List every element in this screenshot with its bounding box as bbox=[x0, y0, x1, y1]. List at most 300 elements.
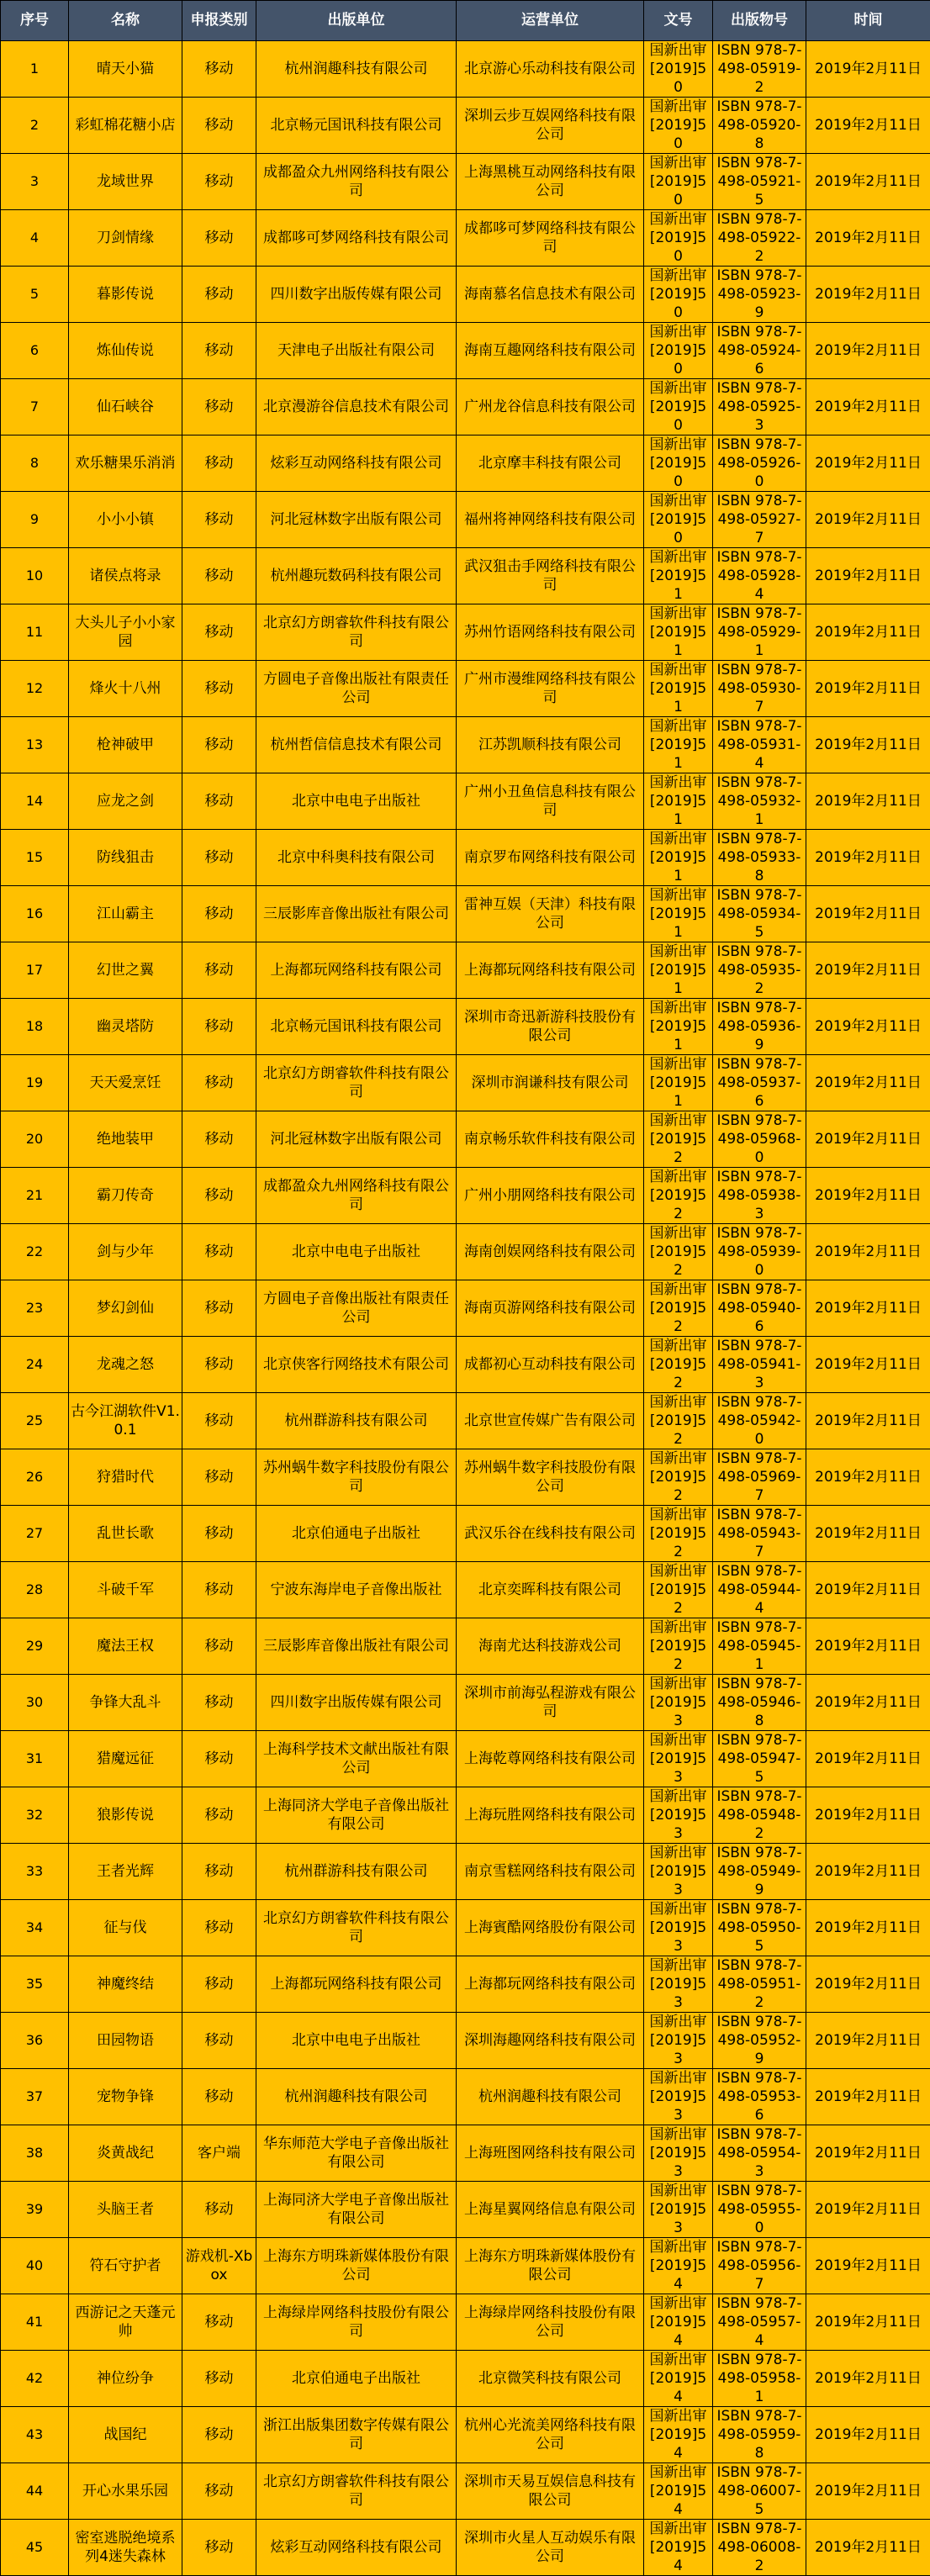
cell-publisher: 上海科学技术文献出版社有限公司 bbox=[256, 1731, 457, 1787]
cell-index: 1 bbox=[1, 41, 69, 98]
cell-name: 欢乐糖果乐消消 bbox=[69, 435, 182, 492]
table-row bbox=[1, 1844, 930, 1900]
cell-approval-no: 国新出审 [2019]54 bbox=[644, 2463, 713, 2520]
cell-name: 绝地装甲 bbox=[69, 1111, 182, 1168]
cell-approval-no: 国新出审 [2019]52 bbox=[644, 1618, 713, 1675]
cell-category: 移动 bbox=[182, 661, 256, 717]
cell-operator: 武汉狙击手网络科技有限公司 bbox=[457, 548, 644, 604]
cell-date: 2019年2月11日 bbox=[806, 1900, 930, 1956]
cell-operator: 福州将神网络科技有限公司 bbox=[457, 492, 644, 548]
cell-publisher: 成都哆可梦网络科技有限公司 bbox=[256, 210, 457, 267]
cell-publisher: 杭州群游科技有限公司 bbox=[256, 1844, 457, 1900]
column-header-isbn: 出版物号 bbox=[713, 1, 806, 41]
cell-operator: 海南尤达科技游戏公司 bbox=[457, 1618, 644, 1675]
cell-category: 移动 bbox=[182, 2182, 256, 2238]
cell-isbn: ISBN 978-7- 498-05928-4 bbox=[713, 548, 806, 604]
cell-operator: 北京微笑科技有限公司 bbox=[457, 2351, 644, 2407]
cell-category: 移动 bbox=[182, 98, 256, 154]
cell-index: 5 bbox=[1, 267, 69, 323]
cell-index: 18 bbox=[1, 999, 69, 1055]
cell-index: 25 bbox=[1, 1393, 69, 1449]
cell-index: 15 bbox=[1, 830, 69, 886]
column-header-index: 序号 bbox=[1, 1, 69, 41]
cell-operator: 广州小丑鱼信息科技有限公司 bbox=[457, 773, 644, 830]
cell-publisher: 方圆电子音像出版社有限责任公司 bbox=[256, 1280, 457, 1337]
cell-date: 2019年2月11日 bbox=[806, 1280, 930, 1337]
cell-publisher: 杭州群游科技有限公司 bbox=[256, 1393, 457, 1449]
cell-isbn: ISBN 978-7- 498-05968-0 bbox=[713, 1111, 806, 1168]
cell-date: 2019年2月11日 bbox=[806, 435, 930, 492]
cell-approval-no: 国新出审 [2019]54 bbox=[644, 2407, 713, 2463]
cell-operator: 苏州竹语网络科技有限公司 bbox=[457, 604, 644, 661]
cell-publisher: 北京幻方朗睿软件科技有限公司 bbox=[256, 1900, 457, 1956]
cell-name: 枪神破甲 bbox=[69, 717, 182, 773]
cell-name: 天天爱烹饪 bbox=[69, 1055, 182, 1111]
cell-name: 猎魔远征 bbox=[69, 1731, 182, 1787]
cell-date: 2019年2月11日 bbox=[806, 1844, 930, 1900]
cell-name: 幻世之翼 bbox=[69, 942, 182, 999]
cell-date: 2019年2月11日 bbox=[806, 154, 930, 210]
cell-index: 13 bbox=[1, 717, 69, 773]
cell-operator: 苏州蜗牛数字科技股份有限公司 bbox=[457, 1449, 644, 1506]
cell-date: 2019年2月11日 bbox=[806, 661, 930, 717]
cell-date: 2019年2月11日 bbox=[806, 1675, 930, 1731]
cell-category: 移动 bbox=[182, 2407, 256, 2463]
cell-date: 2019年2月11日 bbox=[806, 2013, 930, 2069]
cell-isbn: ISBN 978-7- 498-05937-6 bbox=[713, 1055, 806, 1111]
cell-operator: 杭州心光流美网络科技有限公司 bbox=[457, 2407, 644, 2463]
cell-isbn: ISBN 978-7- 498-05922-2 bbox=[713, 210, 806, 267]
cell-category: 移动 bbox=[182, 830, 256, 886]
cell-category: 移动 bbox=[182, 773, 256, 830]
cell-date: 2019年2月11日 bbox=[806, 999, 930, 1055]
cell-publisher: 苏州蜗牛数字科技股份有限公司 bbox=[256, 1449, 457, 1506]
cell-publisher: 上海都玩网络科技有限公司 bbox=[256, 942, 457, 999]
cell-category: 移动 bbox=[182, 1787, 256, 1844]
cell-approval-no: 国新出审 [2019]51 bbox=[644, 548, 713, 604]
table-row bbox=[1, 1224, 930, 1280]
cell-operator: 南京畅乐软件科技有限公司 bbox=[457, 1111, 644, 1168]
cell-approval-no: 国新出审 [2019]53 bbox=[644, 1900, 713, 1956]
cell-isbn: ISBN 978-7- 498-05931-4 bbox=[713, 717, 806, 773]
cell-approval-no: 国新出审 [2019]52 bbox=[644, 1393, 713, 1449]
cell-category: 移动 bbox=[182, 1280, 256, 1337]
table-row bbox=[1, 942, 930, 999]
cell-index: 26 bbox=[1, 1449, 69, 1506]
cell-approval-no: 国新出审 [2019]52 bbox=[644, 1168, 713, 1224]
cell-date: 2019年2月11日 bbox=[806, 1562, 930, 1618]
cell-date: 2019年2月11日 bbox=[806, 1787, 930, 1844]
cell-operator: 上海星翼网络信息有限公司 bbox=[457, 2182, 644, 2238]
cell-isbn: ISBN 978-7- 498-05951-2 bbox=[713, 1956, 806, 2013]
cell-publisher: 北京中电电子出版社 bbox=[256, 773, 457, 830]
cell-operator: 南京雪糕网络科技有限公司 bbox=[457, 1844, 644, 1900]
cell-publisher: 杭州哲信信息技术有限公司 bbox=[256, 717, 457, 773]
table-row bbox=[1, 1787, 930, 1844]
cell-date: 2019年2月11日 bbox=[806, 1506, 930, 1562]
cell-publisher: 北京幻方朗睿软件科技有限公司 bbox=[256, 1055, 457, 1111]
cell-approval-no: 国新出审 [2019]52 bbox=[644, 1449, 713, 1506]
cell-approval-no: 国新出审 [2019]53 bbox=[644, 1731, 713, 1787]
cell-name: 暮影传说 bbox=[69, 267, 182, 323]
cell-isbn: ISBN 978-7- 498-05934-5 bbox=[713, 886, 806, 942]
cell-index: 8 bbox=[1, 435, 69, 492]
cell-approval-no: 国新出审 [2019]54 bbox=[644, 2520, 713, 2576]
cell-index: 16 bbox=[1, 886, 69, 942]
cell-index: 45 bbox=[1, 2520, 69, 2576]
cell-index: 44 bbox=[1, 2463, 69, 2520]
cell-isbn: ISBN 978-7- 498-05942-0 bbox=[713, 1393, 806, 1449]
cell-date: 2019年2月11日 bbox=[806, 1393, 930, 1449]
table-row bbox=[1, 435, 930, 492]
cell-name: 开心水果乐园 bbox=[69, 2463, 182, 2520]
cell-isbn: ISBN 978-7- 498-05954-3 bbox=[713, 2125, 806, 2182]
cell-approval-no: 国新出审 [2019]51 bbox=[644, 604, 713, 661]
cell-publisher: 河北冠林数字出版有限公司 bbox=[256, 1111, 457, 1168]
cell-name: 刀剑情缘 bbox=[69, 210, 182, 267]
cell-date: 2019年2月11日 bbox=[806, 1449, 930, 1506]
cell-name: 剑与少年 bbox=[69, 1224, 182, 1280]
cell-name: 狩猎时代 bbox=[69, 1449, 182, 1506]
cell-index: 2 bbox=[1, 98, 69, 154]
cell-operator: 北京世宣传媒广告有限公司 bbox=[457, 1393, 644, 1449]
cell-publisher: 上海都玩网络科技有限公司 bbox=[256, 1956, 457, 2013]
cell-publisher: 北京漫游谷信息技术有限公司 bbox=[256, 379, 457, 435]
cell-category: 移动 bbox=[182, 999, 256, 1055]
cell-index: 14 bbox=[1, 773, 69, 830]
cell-index: 29 bbox=[1, 1618, 69, 1675]
column-header-category: 申报类别 bbox=[182, 1, 256, 41]
cell-isbn: ISBN 978-7- 498-05950-5 bbox=[713, 1900, 806, 1956]
cell-publisher: 上海绿岸网络科技股份有限公司 bbox=[256, 2294, 457, 2351]
cell-category: 移动 bbox=[182, 942, 256, 999]
cell-category: 移动 bbox=[182, 2013, 256, 2069]
cell-category: 移动 bbox=[182, 379, 256, 435]
cell-name: 小小小镇 bbox=[69, 492, 182, 548]
cell-operator: 深圳市奇迅新游科技股份有限公司 bbox=[457, 999, 644, 1055]
cell-operator: 深圳市前海弘程游戏有限公司 bbox=[457, 1675, 644, 1731]
cell-name: 神位纷争 bbox=[69, 2351, 182, 2407]
cell-category: 移动 bbox=[182, 1449, 256, 1506]
cell-category: 移动 bbox=[182, 717, 256, 773]
cell-name: 龙魂之怒 bbox=[69, 1337, 182, 1393]
table-row bbox=[1, 604, 930, 661]
cell-isbn: ISBN 978-7- 498-05938-3 bbox=[713, 1168, 806, 1224]
cell-isbn: ISBN 978-7- 498-05945-1 bbox=[713, 1618, 806, 1675]
cell-name: 王者光辉 bbox=[69, 1844, 182, 1900]
cell-date: 2019年2月11日 bbox=[806, 2407, 930, 2463]
cell-index: 24 bbox=[1, 1337, 69, 1393]
cell-date: 2019年2月11日 bbox=[806, 773, 930, 830]
table-row bbox=[1, 2463, 930, 2520]
cell-date: 2019年2月11日 bbox=[806, 267, 930, 323]
cell-name: 宠物争锋 bbox=[69, 2069, 182, 2125]
cell-date: 2019年2月11日 bbox=[806, 1731, 930, 1787]
cell-publisher: 河北冠林数字出版有限公司 bbox=[256, 492, 457, 548]
cell-isbn: ISBN 978-7- 498-05936-9 bbox=[713, 999, 806, 1055]
cell-operator: 上海绿岸网络科技股份有限公司 bbox=[457, 2294, 644, 2351]
cell-date: 2019年2月11日 bbox=[806, 98, 930, 154]
cell-approval-no: 国新出审 [2019]50 bbox=[644, 323, 713, 379]
cell-date: 2019年2月11日 bbox=[806, 1618, 930, 1675]
cell-category: 移动 bbox=[182, 154, 256, 210]
cell-publisher: 北京伯通电子出版社 bbox=[256, 2351, 457, 2407]
cell-operator: 深圳云步互娱网络科技有限公司 bbox=[457, 98, 644, 154]
cell-category: 移动 bbox=[182, 1506, 256, 1562]
cell-approval-no: 国新出审 [2019]53 bbox=[644, 1787, 713, 1844]
table-row bbox=[1, 1280, 930, 1337]
cell-category: 客户端 bbox=[182, 2125, 256, 2182]
table-row bbox=[1, 2294, 930, 2351]
cell-index: 19 bbox=[1, 1055, 69, 1111]
table-row bbox=[1, 2238, 930, 2294]
table-row bbox=[1, 2125, 930, 2182]
cell-category: 移动 bbox=[182, 1956, 256, 2013]
cell-approval-no: 国新出审 [2019]51 bbox=[644, 773, 713, 830]
cell-publisher: 上海同济大学电子音像出版社有限公司 bbox=[256, 1787, 457, 1844]
cell-approval-no: 国新出审 [2019]51 bbox=[644, 886, 713, 942]
cell-isbn: ISBN 978-7- 498-05956-7 bbox=[713, 2238, 806, 2294]
table-body bbox=[1, 41, 930, 2576]
cell-operator: 广州市漫维网络科技有限公司 bbox=[457, 661, 644, 717]
table-row bbox=[1, 999, 930, 1055]
table-row bbox=[1, 1449, 930, 1506]
cell-date: 2019年2月11日 bbox=[806, 492, 930, 548]
table-row bbox=[1, 717, 930, 773]
column-header-name: 名称 bbox=[69, 1, 182, 41]
cell-operator: 南京罗布网络科技有限公司 bbox=[457, 830, 644, 886]
cell-date: 2019年2月11日 bbox=[806, 1224, 930, 1280]
cell-isbn: ISBN 978-7- 498-05949-9 bbox=[713, 1844, 806, 1900]
table-row bbox=[1, 267, 930, 323]
cell-publisher: 杭州润趣科技有限公司 bbox=[256, 41, 457, 98]
table-row bbox=[1, 323, 930, 379]
cell-date: 2019年2月11日 bbox=[806, 1956, 930, 2013]
cell-approval-no: 国新出审 [2019]54 bbox=[644, 2238, 713, 2294]
cell-publisher: 北京幻方朗睿软件科技有限公司 bbox=[256, 2463, 457, 2520]
cell-operator: 上海乾尊网络科技有限公司 bbox=[457, 1731, 644, 1787]
table-row bbox=[1, 1393, 930, 1449]
cell-approval-no: 国新出审 [2019]53 bbox=[644, 2069, 713, 2125]
cell-name: 大头儿子小小家园 bbox=[69, 604, 182, 661]
table-row bbox=[1, 1956, 930, 2013]
cell-operator: 上海都玩网络科技有限公司 bbox=[457, 1956, 644, 2013]
cell-approval-no: 国新出审 [2019]51 bbox=[644, 999, 713, 1055]
cell-publisher: 北京畅元国讯科技有限公司 bbox=[256, 98, 457, 154]
table-row bbox=[1, 1506, 930, 1562]
cell-publisher: 炫彩互动网络科技有限公司 bbox=[256, 2520, 457, 2576]
cell-isbn: ISBN 978-7- 498-05929-1 bbox=[713, 604, 806, 661]
cell-isbn: ISBN 978-7- 498-05933-8 bbox=[713, 830, 806, 886]
cell-operator: 海南互趣网络科技有限公司 bbox=[457, 323, 644, 379]
cell-publisher: 华东师范大学电子音像出版社有限公司 bbox=[256, 2125, 457, 2182]
cell-approval-no: 国新出审 [2019]50 bbox=[644, 98, 713, 154]
cell-isbn: ISBN 978-7- 498-05944-4 bbox=[713, 1562, 806, 1618]
cell-approval-no: 国新出审 [2019]52 bbox=[644, 1337, 713, 1393]
cell-date: 2019年2月11日 bbox=[806, 1168, 930, 1224]
cell-publisher: 四川数字出版传媒有限公司 bbox=[256, 1675, 457, 1731]
cell-name: 神魔终结 bbox=[69, 1956, 182, 2013]
cell-category: 移动 bbox=[182, 1111, 256, 1168]
cell-category: 移动 bbox=[182, 1900, 256, 1956]
cell-category: 移动 bbox=[182, 1224, 256, 1280]
cell-isbn: ISBN 978-7- 498-05923-9 bbox=[713, 267, 806, 323]
cell-category: 移动 bbox=[182, 435, 256, 492]
cell-index: 17 bbox=[1, 942, 69, 999]
table-row bbox=[1, 210, 930, 267]
cell-category: 移动 bbox=[182, 1562, 256, 1618]
table-row bbox=[1, 886, 930, 942]
cell-approval-no: 国新出审 [2019]51 bbox=[644, 942, 713, 999]
cell-index: 7 bbox=[1, 379, 69, 435]
table-row bbox=[1, 1900, 930, 1956]
cell-name: 霸刀传奇 bbox=[69, 1168, 182, 1224]
table-row bbox=[1, 492, 930, 548]
cell-index: 10 bbox=[1, 548, 69, 604]
cell-isbn: ISBN 978-7- 498-05926-0 bbox=[713, 435, 806, 492]
cell-category: 移动 bbox=[182, 1618, 256, 1675]
table-row bbox=[1, 773, 930, 830]
cell-approval-no: 国新出审 [2019]51 bbox=[644, 1055, 713, 1111]
cell-date: 2019年2月11日 bbox=[806, 2463, 930, 2520]
cell-name: 诸侯点将录 bbox=[69, 548, 182, 604]
cell-date: 2019年2月11日 bbox=[806, 604, 930, 661]
cell-name: 晴天小猫 bbox=[69, 41, 182, 98]
cell-approval-no: 国新出审 [2019]53 bbox=[644, 1844, 713, 1900]
cell-isbn: ISBN 978-7- 498-06008-2 bbox=[713, 2520, 806, 2576]
cell-isbn: ISBN 978-7- 498-05920-8 bbox=[713, 98, 806, 154]
cell-isbn: ISBN 978-7- 498-05932-1 bbox=[713, 773, 806, 830]
cell-name: 幽灵塔防 bbox=[69, 999, 182, 1055]
cell-category: 移动 bbox=[182, 1675, 256, 1731]
cell-category: 移动 bbox=[182, 2294, 256, 2351]
cell-approval-no: 国新出审 [2019]54 bbox=[644, 2351, 713, 2407]
cell-category: 移动 bbox=[182, 1393, 256, 1449]
cell-isbn: ISBN 978-7- 498-05948-2 bbox=[713, 1787, 806, 1844]
cell-category: 移动 bbox=[182, 2351, 256, 2407]
cell-index: 32 bbox=[1, 1787, 69, 1844]
cell-operator: 雷神互娱（天津）科技有限公司 bbox=[457, 886, 644, 942]
cell-index: 34 bbox=[1, 1900, 69, 1956]
cell-date: 2019年2月11日 bbox=[806, 717, 930, 773]
table-row bbox=[1, 379, 930, 435]
cell-approval-no: 国新出审 [2019]50 bbox=[644, 41, 713, 98]
table-row bbox=[1, 2069, 930, 2125]
cell-isbn: ISBN 978-7- 498-05927-7 bbox=[713, 492, 806, 548]
cell-category: 移动 bbox=[182, 2520, 256, 2576]
cell-publisher: 方圆电子音像出版社有限责任公司 bbox=[256, 661, 457, 717]
cell-category: 移动 bbox=[182, 1337, 256, 1393]
cell-index: 41 bbox=[1, 2294, 69, 2351]
cell-publisher: 成都盈众九州网络科技有限公司 bbox=[256, 1168, 457, 1224]
cell-index: 27 bbox=[1, 1506, 69, 1562]
cell-approval-no: 国新出审 [2019]52 bbox=[644, 1562, 713, 1618]
cell-category: 移动 bbox=[182, 1168, 256, 1224]
cell-date: 2019年2月11日 bbox=[806, 830, 930, 886]
cell-name: 彩虹棉花糖小店 bbox=[69, 98, 182, 154]
cell-name: 田园物语 bbox=[69, 2013, 182, 2069]
cell-publisher: 上海同济大学电子音像出版社有限公司 bbox=[256, 2182, 457, 2238]
cell-isbn: ISBN 978-7- 498-05955-0 bbox=[713, 2182, 806, 2238]
table-row bbox=[1, 41, 930, 98]
cell-name: 烽火十八州 bbox=[69, 661, 182, 717]
cell-date: 2019年2月11日 bbox=[806, 942, 930, 999]
cell-approval-no: 国新出审 [2019]50 bbox=[644, 154, 713, 210]
cell-index: 23 bbox=[1, 1280, 69, 1337]
cell-approval-no: 国新出审 [2019]52 bbox=[644, 1506, 713, 1562]
cell-date: 2019年2月11日 bbox=[806, 1055, 930, 1111]
cell-operator: 上海都玩网络科技有限公司 bbox=[457, 942, 644, 999]
cell-operator: 海南慕名信息技术有限公司 bbox=[457, 267, 644, 323]
cell-date: 2019年2月11日 bbox=[806, 2520, 930, 2576]
cell-approval-no: 国新出审 [2019]50 bbox=[644, 435, 713, 492]
cell-name: 西游记之天蓬元帅 bbox=[69, 2294, 182, 2351]
cell-approval-no: 国新出审 [2019]53 bbox=[644, 1956, 713, 2013]
cell-publisher: 浙江出版集团数字传媒有限公司 bbox=[256, 2407, 457, 2463]
cell-operator: 上海黑桃互动网络科技有限公司 bbox=[457, 154, 644, 210]
cell-date: 2019年2月11日 bbox=[806, 2069, 930, 2125]
cell-approval-no: 国新出审 [2019]51 bbox=[644, 717, 713, 773]
cell-index: 4 bbox=[1, 210, 69, 267]
cell-name: 征与伐 bbox=[69, 1900, 182, 1956]
cell-operator: 北京摩丰科技有限公司 bbox=[457, 435, 644, 492]
cell-operator: 深圳市润谦科技有限公司 bbox=[457, 1055, 644, 1111]
cell-index: 43 bbox=[1, 2407, 69, 2463]
cell-operator: 上海东方明珠新媒体股份有限公司 bbox=[457, 2238, 644, 2294]
cell-index: 6 bbox=[1, 323, 69, 379]
cell-index: 33 bbox=[1, 1844, 69, 1900]
cell-index: 3 bbox=[1, 154, 69, 210]
cell-isbn: ISBN 978-7- 498-05935-2 bbox=[713, 942, 806, 999]
cell-isbn: ISBN 978-7- 498-05921-5 bbox=[713, 154, 806, 210]
cell-index: 21 bbox=[1, 1168, 69, 1224]
cell-index: 9 bbox=[1, 492, 69, 548]
cell-publisher: 炫彩互动网络科技有限公司 bbox=[256, 435, 457, 492]
cell-approval-no: 国新出审 [2019]50 bbox=[644, 210, 713, 267]
cell-date: 2019年2月11日 bbox=[806, 548, 930, 604]
cell-index: 28 bbox=[1, 1562, 69, 1618]
table-row bbox=[1, 1675, 930, 1731]
cell-date: 2019年2月11日 bbox=[806, 379, 930, 435]
cell-isbn: ISBN 978-7- 498-05952-9 bbox=[713, 2013, 806, 2069]
table-row bbox=[1, 1168, 930, 1224]
cell-date: 2019年2月11日 bbox=[806, 41, 930, 98]
cell-name: 密室逃脱绝境系列4迷失森林 bbox=[69, 2520, 182, 2576]
table-row bbox=[1, 98, 930, 154]
cell-approval-no: 国新出审 [2019]50 bbox=[644, 379, 713, 435]
cell-operator: 广州龙谷信息科技有限公司 bbox=[457, 379, 644, 435]
cell-index: 22 bbox=[1, 1224, 69, 1280]
cell-approval-no: 国新出审 [2019]54 bbox=[644, 2294, 713, 2351]
cell-category: 移动 bbox=[182, 323, 256, 379]
cell-operator: 广州小朋网络科技有限公司 bbox=[457, 1168, 644, 1224]
cell-index: 42 bbox=[1, 2351, 69, 2407]
cell-index: 11 bbox=[1, 604, 69, 661]
cell-date: 2019年2月11日 bbox=[806, 2351, 930, 2407]
cell-publisher: 北京侠客行网络技术有限公司 bbox=[256, 1337, 457, 1393]
cell-category: 移动 bbox=[182, 1844, 256, 1900]
table-row bbox=[1, 2520, 930, 2576]
cell-category: 移动 bbox=[182, 1731, 256, 1787]
cell-index: 30 bbox=[1, 1675, 69, 1731]
cell-isbn: ISBN 978-7- 498-05940-6 bbox=[713, 1280, 806, 1337]
cell-category: 移动 bbox=[182, 2463, 256, 2520]
table-row bbox=[1, 1337, 930, 1393]
cell-name: 防线狙击 bbox=[69, 830, 182, 886]
cell-name: 符石守护者 bbox=[69, 2238, 182, 2294]
cell-operator: 深圳市天易互娱信息科技有限公司 bbox=[457, 2463, 644, 2520]
cell-isbn: ISBN 978-7- 498-05943-7 bbox=[713, 1506, 806, 1562]
